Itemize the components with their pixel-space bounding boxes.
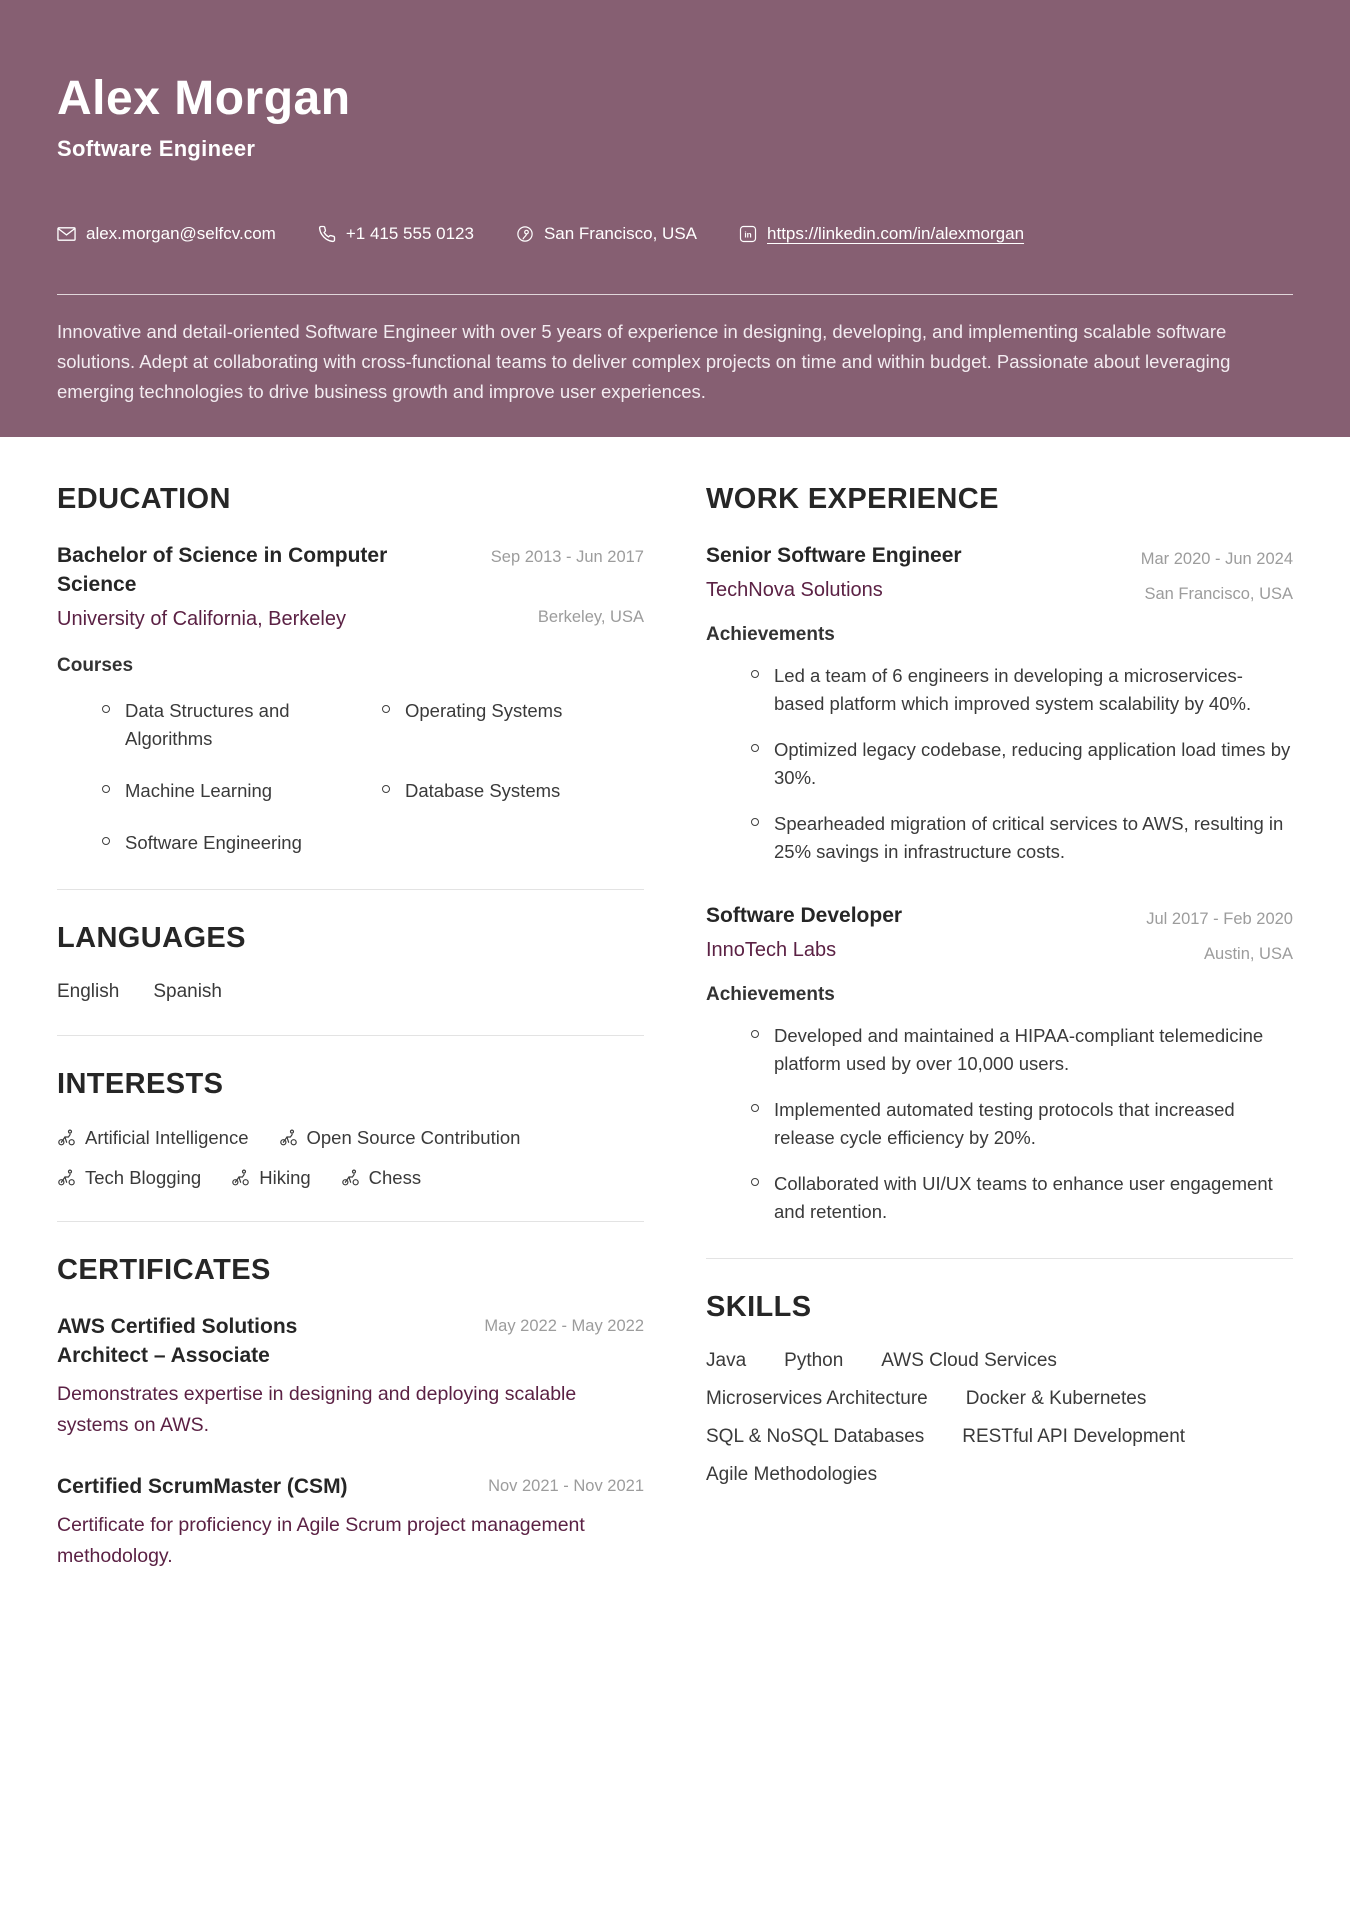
section-interests (57, 1068, 644, 1189)
achievement-text: Led a team of 6 engineers in developing a microservices-based platform which improved system scalability by 40%. (774, 664, 1252, 714)
contact-phone (318, 224, 474, 244)
certificate-name: AWS Certified Solutions Architect – Associate (57, 1314, 298, 1367)
achievements-list (706, 1022, 1293, 1226)
certificate-name: Certified ScrumMaster (CSM) (57, 1474, 348, 1498)
interest-label: Artificial Intelligence (85, 1126, 249, 1148)
interest-label: Open Source Contribution (306, 1126, 521, 1148)
bullet-icon (102, 837, 110, 845)
bullet-icon (382, 785, 390, 793)
resume-body (0, 437, 1350, 1632)
languages-title: LANGUAGES (57, 921, 246, 954)
education-school: University of California, Berkeley (57, 607, 346, 630)
person-name: Alex Morgan (57, 72, 351, 125)
section-languages (57, 922, 644, 1003)
email-icon (57, 226, 76, 242)
svg-text:in: in (744, 230, 752, 240)
certificates-title: CERTIFICATES (57, 1253, 271, 1286)
phone-icon (318, 225, 336, 243)
skill-item: SQL & NoSQL Databases (706, 1425, 925, 1447)
linkedin-link[interactable]: https://linkedin.com/in/alexmorgan (767, 223, 1025, 243)
left-column (57, 483, 644, 1572)
achievement-item (751, 1096, 1293, 1152)
linkedin-icon (739, 225, 757, 243)
job-location: Austin, USA (1204, 944, 1293, 963)
achievement-item (751, 1170, 1293, 1226)
interest-item (231, 1167, 310, 1189)
certificate-dates: Nov 2021 - Nov 2021 (488, 1476, 644, 1495)
job-head (706, 902, 1293, 964)
interest-item (279, 1127, 521, 1149)
bullet-icon (751, 670, 759, 678)
contact-linkedin (739, 224, 1024, 244)
resume-header (0, 0, 1350, 437)
bullet-icon (751, 744, 759, 752)
language-item: English (57, 980, 120, 1002)
contact-row (57, 224, 1293, 244)
right-column (706, 483, 1293, 1572)
interest-item (57, 1127, 249, 1149)
certificate-head (57, 1473, 644, 1502)
contact-location (516, 224, 697, 244)
course-text: Database Systems (405, 779, 561, 801)
professional-summary: Innovative and detail-oriented Software Engineer with over 5 years of experience in designing, developing, and implementing scalable software solutions. Adept at collaborating with cross-functional teams to deliver complex projects on time and within budget. Passionate about leveraging emerging technologies to drive business growth and improve user experiences. (57, 320, 1231, 402)
cyclist-icon (231, 1168, 250, 1187)
interest-item (341, 1167, 421, 1189)
certificate-head (57, 1313, 644, 1371)
contact-email-text: alex.morgan@selfcv.com (86, 223, 276, 243)
course-text: Machine Learning (125, 779, 273, 801)
interest-label: Tech Blogging (85, 1166, 202, 1188)
courses-label: Courses (57, 654, 134, 676)
location-icon (516, 225, 534, 243)
work-entry (706, 902, 1293, 1226)
contact-phone-text: +1 415 555 0123 (345, 223, 474, 243)
job-meta (1141, 542, 1293, 604)
certificate-entry (57, 1473, 644, 1572)
section-divider (57, 1221, 644, 1222)
bullet-icon (382, 705, 390, 713)
section-divider (57, 889, 644, 890)
course-text: Data Structures and Algorithms (125, 699, 290, 749)
cyclist-icon (341, 1168, 360, 1187)
cyclist-icon (279, 1128, 298, 1147)
course-text: Operating Systems (405, 699, 563, 721)
skill-item: RESTful API Development (962, 1425, 1186, 1447)
course-item (382, 777, 644, 805)
achievement-item (751, 1022, 1293, 1078)
languages-list (57, 981, 644, 1003)
education-location: Berkeley, USA (537, 607, 644, 626)
job-company: TechNova Solutions (706, 578, 883, 601)
cyclist-icon (57, 1128, 76, 1147)
interest-label: Hiking (259, 1166, 311, 1188)
education-dates: Sep 2013 - Jun 2017 (490, 547, 644, 566)
achievement-item (751, 736, 1293, 792)
bullet-icon (102, 785, 110, 793)
course-item (102, 829, 364, 857)
course-item (102, 697, 364, 753)
section-education (57, 483, 644, 857)
achievements-label: Achievements (706, 983, 835, 1005)
certificate-entry (57, 1313, 644, 1441)
interests-list (57, 1127, 617, 1189)
job-title-company (706, 902, 902, 962)
job-title: Software Developer (706, 903, 903, 927)
section-skills (706, 1291, 1293, 1486)
achievement-item (751, 662, 1293, 718)
achievement-text: Implemented automated testing protocols that increased release cycle efficiency by 20%. (774, 1098, 1235, 1148)
certificate-description: Demonstrates expertise in designing and deploying scalable systems on AWS. (57, 1382, 577, 1436)
job-dates: Mar 2020 - Jun 2024 (1140, 549, 1293, 568)
achievements-label: Achievements (706, 623, 835, 645)
job-title: Senior Software Engineer (706, 543, 962, 567)
bullet-icon (751, 1030, 759, 1038)
person-job-title: Software Engineer (57, 135, 256, 161)
achievements-list (706, 662, 1293, 866)
work-experience-title: WORK EXPERIENCE (706, 482, 999, 515)
bullet-icon (102, 705, 110, 713)
work-entry (706, 542, 1293, 866)
section-certificates (57, 1254, 644, 1572)
bullet-icon (751, 1104, 759, 1112)
interest-label: Chess (368, 1166, 422, 1188)
achievement-text: Spearheaded migration of critical services to AWS, resulting in 25% savings in infrastructure costs. (774, 812, 1284, 862)
job-location: San Francisco, USA (1144, 584, 1293, 603)
job-meta (1146, 902, 1293, 964)
skills-title: SKILLS (706, 1290, 812, 1323)
achievement-text: Collaborated with UI/UX teams to enhance user engagement and retention. (774, 1172, 1273, 1222)
skill-item: Python (784, 1349, 844, 1371)
interests-title: INTERESTS (57, 1067, 224, 1100)
job-company: InnoTech Labs (706, 938, 837, 961)
skill-item: Docker & Kubernetes (965, 1387, 1147, 1409)
interest-item (57, 1167, 201, 1189)
bullet-icon (751, 1178, 759, 1186)
course-item (102, 777, 364, 805)
certificate-dates: May 2022 - May 2022 (484, 1316, 644, 1335)
section-work-experience (706, 483, 1293, 1226)
skill-item: Java (706, 1349, 747, 1371)
achievement-text: Developed and maintained a HIPAA-compliant telemedicine platform used by over 10,000 users. (774, 1024, 1264, 1074)
achievement-item (751, 810, 1293, 866)
course-item (382, 697, 644, 753)
job-dates: Jul 2017 - Feb 2020 (1146, 909, 1293, 928)
skill-item: Microservices Architecture (706, 1387, 928, 1409)
section-divider (706, 1258, 1293, 1259)
courses-list (57, 697, 644, 857)
language-item: Spanish (153, 980, 222, 1002)
job-title-company (706, 542, 962, 602)
course-text: Software Engineering (125, 831, 302, 853)
education-entry-head (57, 542, 644, 600)
bullet-icon (751, 818, 759, 826)
job-head (706, 542, 1293, 604)
section-divider (57, 1035, 644, 1036)
education-entry-sub (57, 608, 644, 631)
contact-location-text: San Francisco, USA (543, 223, 698, 243)
education-title: EDUCATION (57, 482, 231, 515)
achievement-text: Optimized legacy codebase, reducing application load times by 30%. (774, 738, 1291, 788)
contact-email (57, 224, 276, 244)
cyclist-icon (57, 1168, 76, 1187)
skill-item: Agile Methodologies (706, 1463, 878, 1485)
certificate-description: Certificate for proficiency in Agile Scrum project management methodology. (57, 1513, 585, 1567)
degree-title: Bachelor of Science in Computer Science (57, 543, 388, 596)
skills-list (706, 1350, 1293, 1486)
skill-item: AWS Cloud Services (881, 1349, 1057, 1371)
header-divider (57, 294, 1293, 295)
